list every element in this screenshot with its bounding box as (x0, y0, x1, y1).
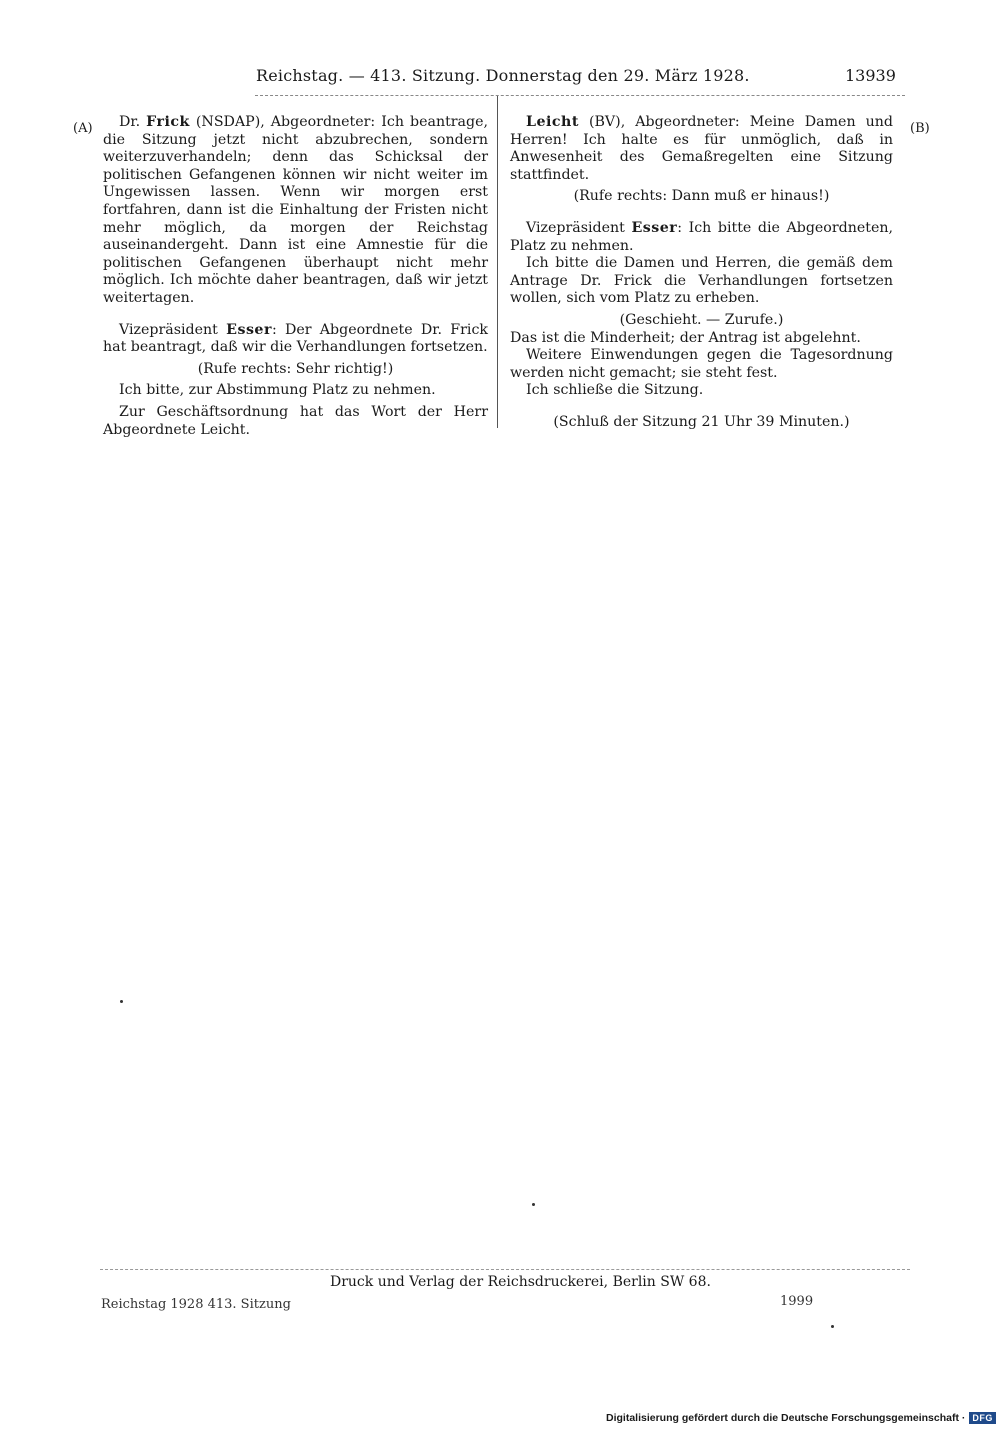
speech-text: (NSDAP), Abgeordneter: Ich beantrage, die Sitzung jetzt nicht abzubrechen, sondern weiterzuverhandeln; denn das Schicksal der politischen Gefangenen können wir nicht weiter im Ungewissen lassen. Wenn wir morgen erst fortfahren, dann ist die Einhaltung der Fristen nicht mehr möglich, da morgen der Reichstag auseinandergeht. Dann ist eine Amnestie für die politischen Gefangenen überhaupt nicht mehr möglich. Ich möchte daher beantragen, daß wir jetzt weitertagen. (103, 114, 489, 306)
page-number: 13939 (845, 66, 896, 85)
right-column (510, 114, 893, 432)
speaker-name: Esser (631, 219, 678, 236)
paragraph: Ich bitte die Damen und Herren, die gemäß dem Antrage Dr. Frick die Verhandlungen fortsetzen wollen, sich vom Platz zu erheben. (510, 255, 893, 307)
paragraph: Das ist die Minderheit; der Antrag ist abgelehnt. (510, 329, 861, 346)
interjection: (Geschieht. — Zurufe.) (619, 311, 784, 328)
dfg-credit-text: Digitalisierung gefördert durch die Deutsche Forschungsgemeinschaft · (606, 1412, 966, 1424)
speech-esser (510, 220, 893, 255)
dfg-logo-icon: DFG (969, 1412, 996, 1424)
interjection: (Rufe rechts: Dann muß er hinaus!) (573, 188, 830, 205)
left-column (103, 114, 488, 439)
speech-leicht (510, 114, 893, 184)
header-rule (255, 95, 905, 96)
dfg-credit (606, 1412, 996, 1424)
footer-signature: Reichstag 1928 413. Sitzung (101, 1297, 291, 1312)
speech-esser (103, 322, 488, 357)
column-divider (497, 96, 498, 428)
footer-sheet-number: 1999 (780, 1294, 814, 1309)
speech-text: : Der Abgeordnete Dr. Frick hat beantragt, daß wir die Verhandlungen fortsetzen. (103, 321, 489, 356)
speaker-name: Esser (226, 321, 272, 338)
paragraph: Weitere Einwendungen gegen die Tagesordnung werden nicht gemacht; sie steht fest. (510, 347, 893, 381)
running-header: Reichstag. — 413. Sitzung. Donnerstag den 29. März 1928. (256, 66, 750, 85)
paragraph: Ich bitte, zur Abstimmung Platz zu nehmen. (119, 382, 436, 399)
speech-frick (103, 114, 488, 308)
paragraph: Ich schließe die Sitzung. (526, 382, 704, 399)
scan-speck (831, 1325, 834, 1328)
speaker-name: Frick (146, 114, 190, 130)
scan-speck (120, 1000, 123, 1003)
interjection: (Rufe rechts: Sehr richtig!) (197, 360, 394, 377)
margin-marker-a: (A) (73, 121, 93, 136)
speech-text: : Ich bitte die Abgeordneten, Platz zu nehmen. (510, 219, 893, 254)
footer-rule (100, 1269, 910, 1270)
speaker-prefix: Vizepräsident (526, 219, 632, 236)
paragraph: Zur Geschäftsordnung hat das Wort der Herr Abgeordnete Leicht. (103, 403, 488, 438)
margin-marker-b: (B) (910, 121, 930, 136)
session-close-note: (Schluß der Sitzung 21 Uhr 39 Minuten.) (553, 413, 850, 430)
printer-imprint: Druck und Verlag der Reichsdruckerei, Berlin SW 68. (330, 1274, 711, 1290)
speech-text: (BV), Abgeordneter: Meine Damen und Herren! Ich halte es für unmöglich, daß in Anwesenheit des Gemaßregelten eine Sitzung stattfindet. (510, 114, 893, 183)
speaker-prefix: Vizepräsident (119, 321, 227, 338)
speaker-prefix: Dr. (119, 114, 147, 130)
speaker-name: Leicht (526, 114, 579, 130)
scan-speck (532, 1203, 535, 1206)
